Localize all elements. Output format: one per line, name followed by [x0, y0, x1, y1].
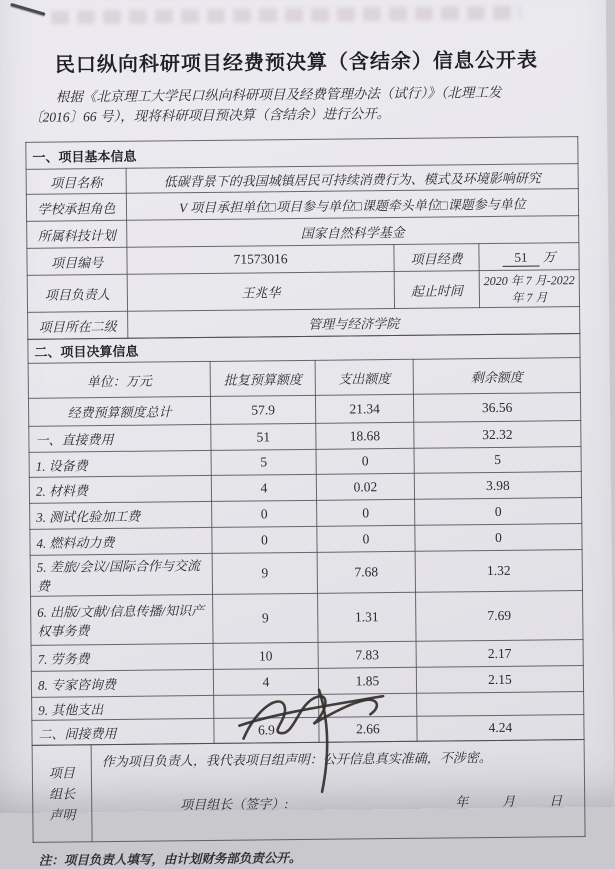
month-label: 月 [502, 793, 516, 809]
document-title: 民口纵向科研项目经费预决算（含结余）信息公开表 [54, 49, 539, 77]
budget-cell-remaining: 3.98 [414, 472, 581, 500]
budget-cell-remaining: 7.69 [416, 591, 584, 642]
budget-cell-spent [319, 693, 417, 717]
budget-cell-spent: 2.66 [319, 716, 417, 742]
project-name-label: 项目名称 [26, 168, 126, 194]
pi-value: 王兆华 [127, 272, 394, 312]
budget-cell-approved: 10 [213, 642, 318, 669]
budget-cell-spent: 18.68 [316, 422, 414, 449]
funding-amount: 51 [502, 251, 539, 267]
budget-row-label: 8. 专家咨询费 [31, 669, 213, 697]
budget-cell-approved: 57.9 [210, 395, 315, 424]
year-label: 年 [455, 794, 469, 810]
budget-row-label: 一、直接费用 [29, 424, 211, 452]
budget-cell-spent: 7.68 [317, 551, 415, 593]
budget-row-label: 6. 出版/文献/信息传播/知识产权事务费 [31, 594, 214, 645]
budget-header-row [28, 358, 580, 399]
budget-cell-approved: 0 [212, 526, 317, 553]
department-value: 管理与经济学院 [128, 307, 580, 339]
signature-label: 项目组长（签字）: [180, 796, 289, 813]
duration-value: 2020 年 7 月-2022 年 7 月 [479, 270, 579, 308]
declaration-body [91, 740, 585, 842]
budget-row-label: 9. 其他支出 [32, 695, 214, 720]
footnote: 注：项目负责人填写，由计划财务部负责公开。 [38, 851, 302, 868]
declaration-table [32, 739, 586, 843]
budget-row-label: 5. 差旅/会议/国际合作与交流费 [30, 553, 212, 596]
declaration-label-line: 声明 [49, 806, 76, 823]
basic-info-table [25, 136, 580, 340]
budget-cell-remaining: 1.32 [415, 550, 582, 593]
department-label: 项目所在二级 [28, 311, 128, 339]
budget-col-spent: 支出额度 [315, 359, 413, 395]
budget-cell-approved: 51 [211, 423, 316, 450]
project-number-label: 项目编号 [27, 247, 127, 275]
declaration-statement: 作为项目负责人，我代表项目组声明：公开信息真实准确，不涉密。 [101, 750, 492, 770]
budget-row-label: 3. 测试化验加工费 [30, 501, 212, 529]
budget-cell-approved: 4 [211, 474, 316, 501]
pen-mark [10, 3, 45, 16]
budget-cell-approved: 9 [212, 552, 317, 594]
budget-cell-spent: 21.34 [315, 394, 413, 423]
declaration-label-line: 组长 [49, 785, 76, 802]
intro-line-1: 根据《北京理工大学民口纵向科研项目及经费管理办法（试行）》（北理工发 [55, 84, 502, 105]
intro-paragraph [29, 82, 565, 128]
budget-cell-spent: 0 [316, 448, 414, 474]
budget-cell-remaining: 2.15 [416, 666, 583, 694]
school-role-options: V 项目承担单位□项目参与单位□课题牵头单位□课题参与单位 [126, 189, 578, 221]
intro-line-2: 〔2016〕66 号），现将科研项目预决算（含结余）进行公开。 [28, 106, 391, 125]
budget-row-label: 4. 燃料动力费 [30, 527, 212, 555]
budget-col-remaining: 剩余额度 [413, 358, 580, 395]
budget-cell-remaining: 5 [414, 447, 581, 474]
declaration-row [32, 740, 585, 843]
budget-cell-approved: 9 [213, 593, 319, 643]
budget-row-publication [31, 591, 583, 646]
date-fields [455, 790, 574, 810]
budget-col-unit: 单位：万元 [28, 361, 210, 398]
budget-cell-approved: 0 [212, 500, 317, 527]
section-header-basic-info: 一、项目基本信息 [26, 137, 578, 170]
day-label: 日 [549, 793, 563, 809]
budget-cell-remaining: 0 [415, 498, 582, 526]
budget-cell-spent: 0 [317, 525, 415, 552]
declaration-label-line: 项目 [48, 764, 75, 781]
budget-cell-remaining: 4.24 [417, 715, 584, 742]
budget-row-label: 经费预算额度总计 [28, 396, 210, 426]
budget-cell-approved [214, 694, 319, 718]
signature-row [102, 790, 574, 814]
budget-cell-approved: 6.9 [214, 717, 319, 743]
budget-cell-spent: 0 [317, 499, 415, 526]
budget-cell-approved: 5 [211, 449, 316, 475]
budget-cell-spent: 7.83 [318, 641, 416, 668]
budget-cell-spent: 1.85 [318, 667, 416, 694]
section-header-budget-info: 二、项目决算信息 [28, 334, 580, 364]
project-number-value: 71573016 [127, 245, 394, 275]
program-value: 国家自然科学基金 [127, 216, 579, 248]
budget-col-approved: 批复预算额度 [210, 360, 315, 396]
budget-row-label: 1. 设备费 [29, 450, 211, 477]
program-label: 所属科技计划 [27, 220, 127, 248]
duration-label: 起止时间 [394, 271, 479, 309]
budget-cell-remaining: 36.56 [413, 393, 580, 423]
pi-label: 项目负责人 [27, 274, 127, 312]
funding-unit: 万 [542, 249, 556, 265]
bleed-through-ghost-text [51, 6, 521, 25]
pi-row [27, 270, 579, 313]
budget-table [27, 333, 584, 746]
budget-cell-spent: 1.31 [318, 592, 417, 642]
budget-cell-remaining [417, 692, 584, 717]
funding-value-cell [479, 243, 579, 271]
budget-row-travel [30, 550, 582, 597]
budget-row-label: 2. 材料费 [29, 475, 211, 503]
budget-cell-remaining: 0 [415, 524, 582, 552]
budget-cell-approved: 4 [213, 668, 318, 695]
budget-row-label: 二、间接费用 [32, 718, 214, 745]
budget-cell-spent: 0.02 [316, 473, 414, 500]
funding-label: 项目经费 [394, 244, 479, 272]
budget-cell-remaining: 32.32 [414, 421, 581, 449]
declaration-label [32, 745, 92, 843]
school-role-label: 学校承担角色 [26, 193, 126, 221]
budget-row-label: 7. 劳务费 [31, 643, 213, 671]
project-name-value: 低碳背景下的我国城镇居民可持续消费行为、模式及环境影响研究 [126, 164, 578, 194]
budget-cell-remaining: 2.17 [416, 640, 583, 668]
